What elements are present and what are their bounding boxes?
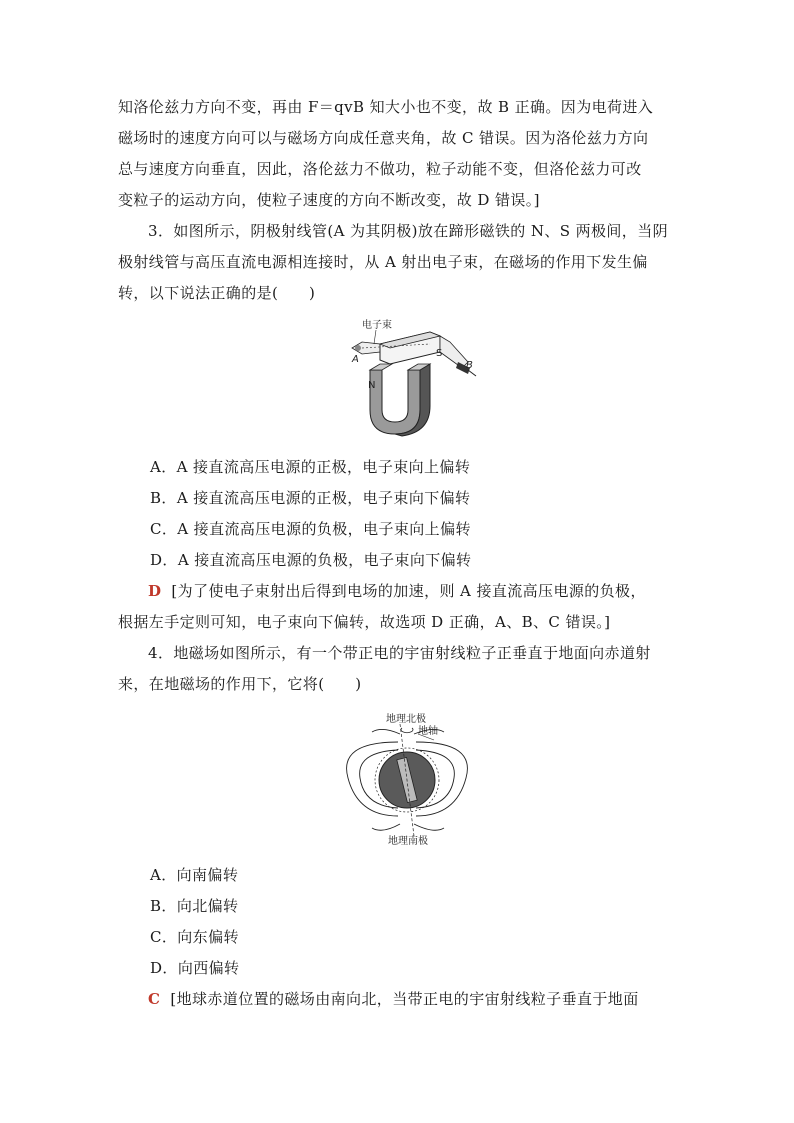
question-3-option-d: D．A 接直流高压电源的负极，电子束向下偏转 <box>150 551 472 569</box>
question-4-stem: 来，在地磁场的作用下，它将( ) <box>118 675 362 693</box>
question-4-stem: 4．地磁场如图所示，有一个带正电的宇宙射线粒子正垂直于地面向赤道射 <box>148 644 651 662</box>
figure-label-s: S <box>436 348 443 359</box>
cathode-ray-tube-figure <box>340 318 490 440</box>
question-3-stem: 极射线管与高压直流电源相连接时，从 A 射出电子束，在磁场的作用下发生偏 <box>118 253 648 271</box>
figure-label-south: 地理南极 <box>388 836 428 847</box>
question-3-stem: 3．如图所示，阴极射线管(A 为其阴极)放在蹄形磁铁的 N、S 两极间，当阴 <box>148 222 668 240</box>
answer-letter: C <box>148 990 161 1008</box>
question-4-option-c: C．向东偏转 <box>150 928 239 946</box>
explanation-text: [地球赤道位置的磁场由南向北，当带正电的宇宙射线粒子垂直于地面 <box>170 990 639 1008</box>
question-3-explanation: 根据左手定则可知，电子束向下偏转，故选项 D 正确，A、B、C 错误。] <box>118 613 611 631</box>
question-4-option-d: D．向西偏转 <box>150 959 240 977</box>
question-3-explanation <box>148 580 708 602</box>
explanation-text: [为了使电子束射出后得到电场的加速，则 A 接直流高压电源的负极， <box>171 582 646 600</box>
question-3-option-c: C．A 接直流高压电源的负极，电子束向上偏转 <box>150 520 471 538</box>
text-line: 磁场时的速度方向可以与磁场方向成任意夹角，故 C 错误。因为洛伦兹力方向 <box>118 129 649 147</box>
question-4-option-a: A．向南偏转 <box>150 866 239 884</box>
figure-label-a: A <box>352 354 359 365</box>
figure-label-beam: 电子束 <box>362 320 392 331</box>
question-3-option-b: B．A 接直流高压电源的正极，电子束向下偏转 <box>150 489 471 507</box>
question-3-option-a: A．A 接直流高压电源的正极，电子束向上偏转 <box>150 458 471 476</box>
question-3-stem: 转，以下说法正确的是( ) <box>118 284 316 302</box>
question-4-explanation <box>148 988 708 1010</box>
figure-label-n: N <box>368 380 376 391</box>
text-line: 变粒子的运动方向，使粒子速度的方向不断改变，故 D 错误。] <box>118 191 540 209</box>
geomagnetic-field-figure <box>342 712 472 848</box>
horseshoe-magnet-icon <box>370 364 430 436</box>
question-4-option-b: B．向北偏转 <box>150 897 239 915</box>
answer-letter: D <box>148 582 162 600</box>
figure-label-north: 地理北极 <box>386 714 426 725</box>
text-line: 知洛伦兹力方向不变，再由 F＝qvB 知大小也不变，故 B 正确。因为电荷进入 <box>118 98 654 116</box>
figure-label-b: B <box>466 360 473 371</box>
figure-label-axis: 地轴 <box>418 726 438 737</box>
text-line: 总与速度方向垂直，因此，洛伦兹力不做功，粒子动能不变，但洛伦兹力可改 <box>118 160 642 178</box>
